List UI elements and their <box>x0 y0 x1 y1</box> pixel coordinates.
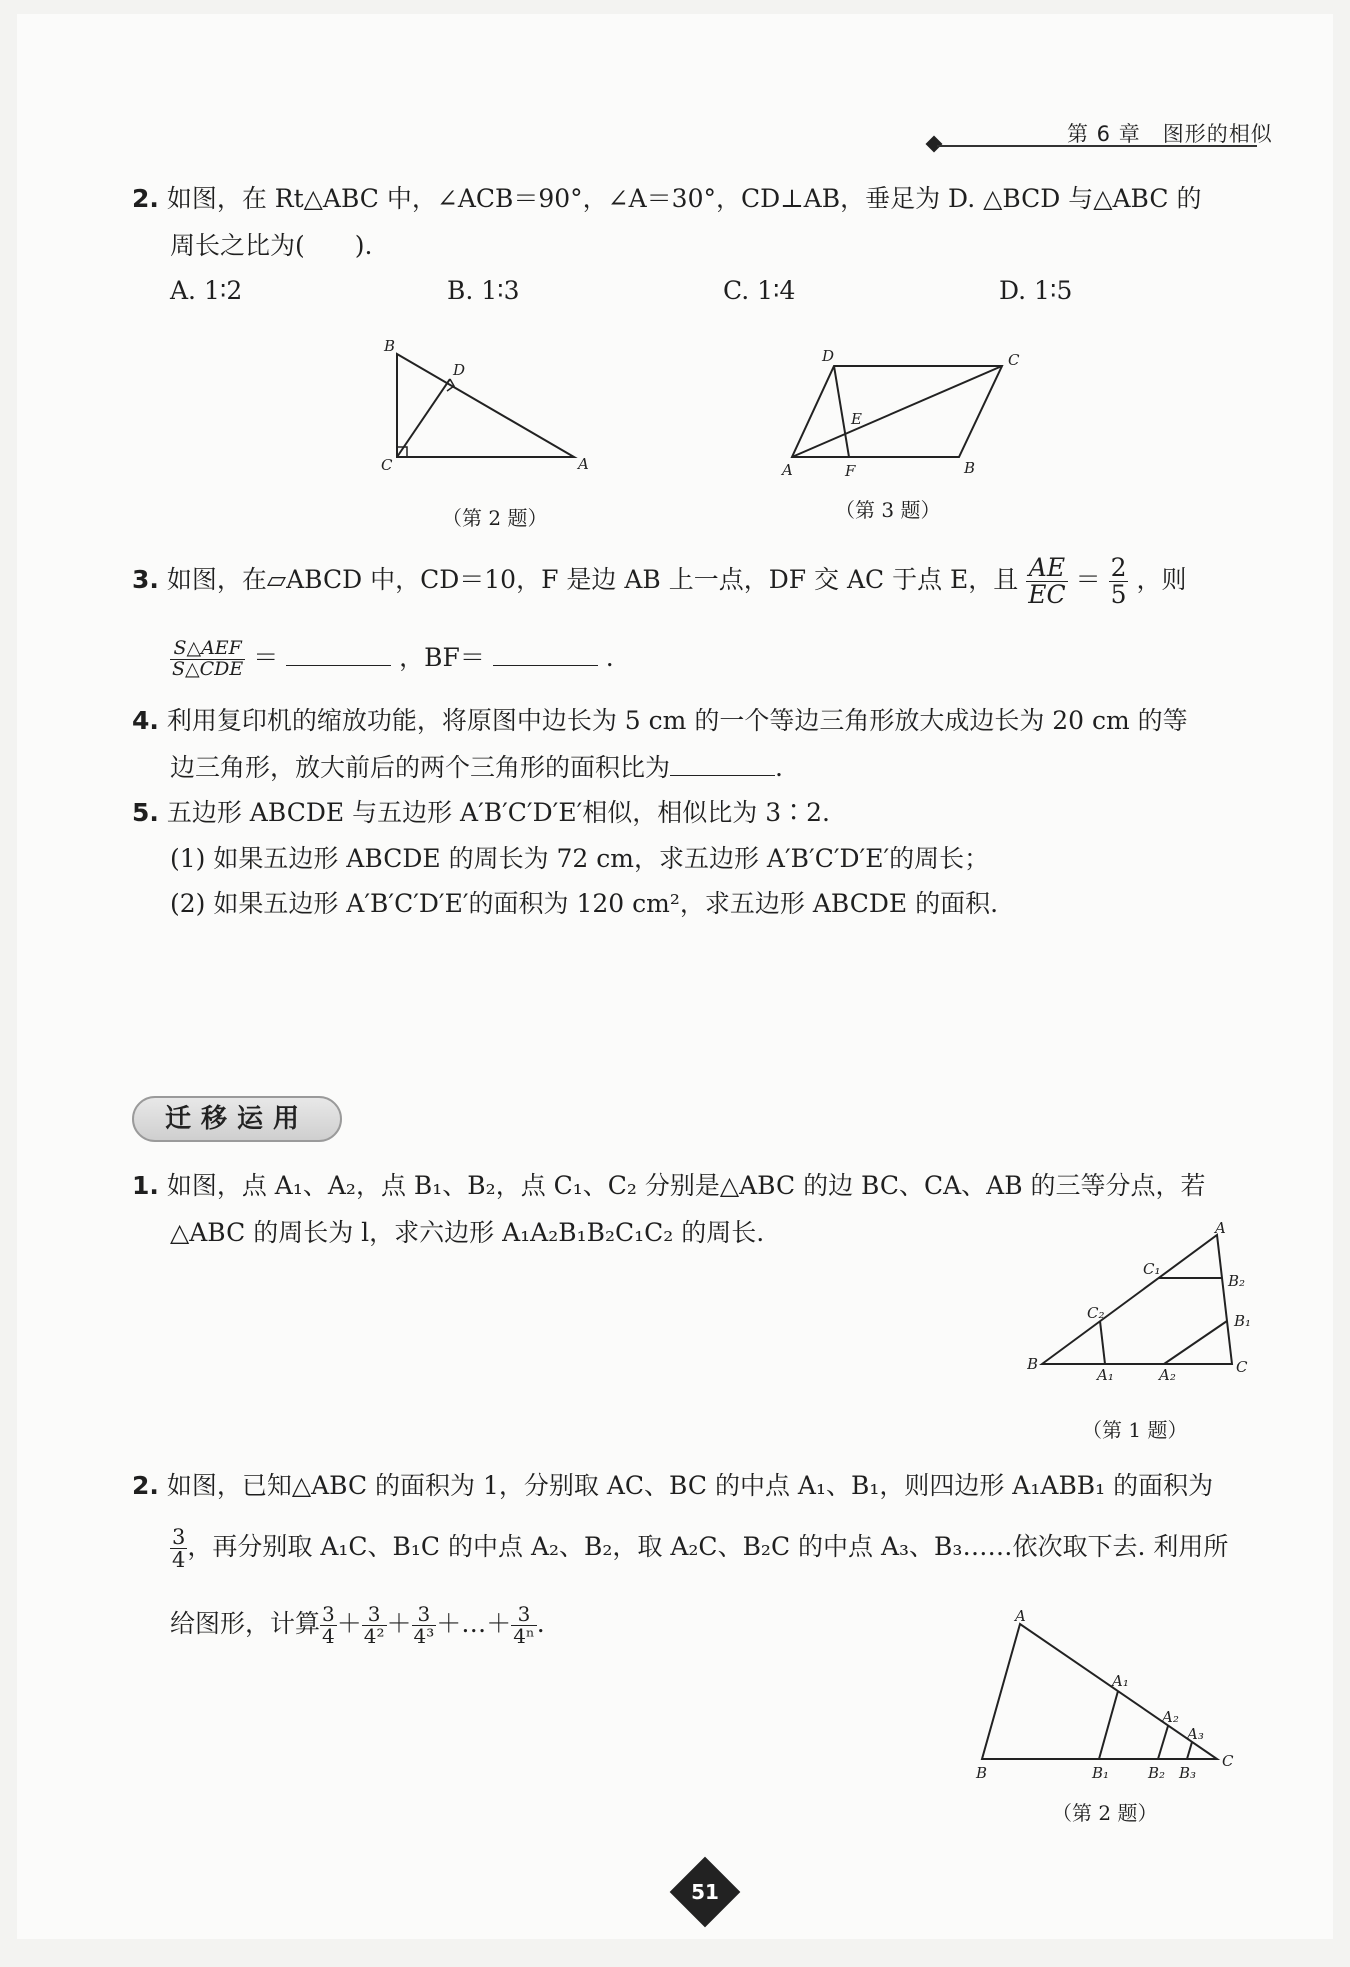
q2-number: 2. <box>132 184 159 213</box>
q3-frac2-den: 5 <box>1110 580 1127 609</box>
t2-term-n <box>511 1604 536 1647</box>
q3-frac2-num: 2 <box>1110 552 1127 582</box>
t2-term1-num: 3 <box>322 1602 335 1626</box>
t1-line1 <box>132 1169 1206 1203</box>
fig-t2-label-b2: B₂ <box>1148 1764 1166 1781</box>
textbook-page <box>17 14 1333 1939</box>
fig-t2-label-b3: B₃ <box>1179 1764 1197 1781</box>
t2-line3 <box>170 1594 545 1654</box>
fig-q2-caption: （第 2 题） <box>442 506 548 530</box>
t2-term1-den: 4 <box>322 1624 335 1648</box>
fig-q3-label-e: E <box>851 410 862 428</box>
q3-answer-blank-1[interactable] <box>286 641 391 666</box>
fig-q3-segment-df <box>834 366 849 457</box>
q3-end: . <box>605 643 614 672</box>
section-title-badge: 迁移运用 <box>132 1096 342 1142</box>
fig-q2-label-a: A <box>578 455 589 473</box>
q3-fraction-2-5 <box>1109 552 1129 609</box>
q5-line1 <box>132 796 830 830</box>
fig-t2-label-c: C <box>1222 1752 1234 1770</box>
figure-q2 <box>377 329 607 499</box>
fig-t1-label-a2: A₂ <box>1159 1366 1176 1382</box>
fig-t2-label-b: B <box>976 1764 988 1781</box>
t2-termn-den: 4ⁿ <box>513 1624 535 1648</box>
q4-end: . <box>775 753 783 782</box>
t2-term2-num: 3 <box>362 1604 387 1626</box>
t1-line2: △ABC 的周长为 l，求六边形 A₁A₂B₁B₂C₁C₂ 的周长. <box>170 1218 765 1247</box>
fig-t2-triangle <box>982 1624 1217 1759</box>
fig-q2-label-d: D <box>453 361 466 379</box>
t2-termn-num: 3 <box>511 1604 536 1626</box>
q3-line2 <box>170 630 614 686</box>
t2-frac-num: 3 <box>172 1524 186 1549</box>
t2-text-3: 给图形，计算 <box>170 1609 321 1638</box>
t2-plus-2: ＋ <box>386 1609 412 1638</box>
q3-area-ratio <box>170 639 245 680</box>
chapter-title: 第 6 章 图形的相似 <box>1067 122 1273 146</box>
t2-frac-den: 4 <box>172 1548 186 1572</box>
q3-ratio-den: S△CDE <box>172 658 244 680</box>
q3-line1 <box>132 554 1186 608</box>
fig-t1-label-b1: B₁ <box>1234 1312 1252 1330</box>
q4-number: 4. <box>132 706 159 735</box>
fig-q3-label-c: C <box>1008 351 1020 369</box>
q3-ratio-num: S△AEF <box>170 639 245 660</box>
q2-option-d: D. 1∶5 <box>999 276 1073 305</box>
q5-number: 5. <box>132 798 159 827</box>
fig-q2-triangle <box>397 354 574 457</box>
q3-tail: ，则 <box>1136 565 1187 594</box>
t2-end: . <box>536 1609 545 1638</box>
fig-t2-label-a1: A₁ <box>1112 1672 1129 1690</box>
fig-t2-segment-a3b3 <box>1187 1742 1192 1759</box>
fig-t1-label-b: B <box>1027 1355 1039 1373</box>
fig-q3-diagonal-ac <box>792 366 1002 457</box>
fig-q3-label-b: B <box>964 459 976 477</box>
page-number-badge <box>670 1857 741 1928</box>
q5-sub1: (1) 如果五边形 ABCDE 的周长为 72 cm，求五边形 A′B′C′D′E′的周长； <box>170 844 990 873</box>
figure-q3 <box>762 339 1032 484</box>
q2-option-c: C. 1∶4 <box>723 276 796 305</box>
q3-bf-label: ，BF＝ <box>399 643 485 672</box>
fig-t2-segment-a1b1 <box>1099 1691 1118 1759</box>
fig-q3-caption: （第 3 题） <box>835 498 941 522</box>
fig-t1-label-c: C <box>1236 1358 1248 1376</box>
q3-text-1: 如图，在▱ABCD 中，CD＝10，F 是边 AB 上一点，DF 交 AC 于点 E，且 <box>166 565 1019 594</box>
q4-text-1: 利用复印机的缩放功能，将原图中边长为 5 cm 的一个等边三角形放大成边长为 20 cm 的等 <box>166 706 1188 735</box>
q2-text-1: 如图，在 Rt△ABC 中，∠ACB＝90°，∠A＝30°，CD⊥AB，垂足为 D. △BCD 与△ABC 的 <box>166 184 1202 213</box>
t2-term3-num: 3 <box>412 1604 437 1626</box>
q4-line2 <box>170 751 783 785</box>
q5-text-1: 五边形 ABCDE 与五边形 A′B′C′D′E′相似，相似比为 3∶2. <box>166 798 830 827</box>
fig-q3-label-d: D <box>822 347 835 365</box>
figure-t1 <box>1027 1222 1257 1382</box>
fig-t1-label-a: A <box>1215 1222 1226 1237</box>
fig-t1-label-b2: B₂ <box>1228 1272 1246 1290</box>
q2-option-b: B. 1∶3 <box>447 276 520 305</box>
t2-fraction-3-4 <box>170 1526 187 1571</box>
fig-t2-label-a3: A₃ <box>1187 1725 1204 1743</box>
fig-t1-triangle <box>1042 1235 1232 1364</box>
t2-text-2: ，再分别取 A₁C、B₁C 的中点 A₂、B₂，取 A₂C、B₂C 的中点 A₃、B₃……依次取下去. 利用所 <box>187 1532 1229 1561</box>
q3-number: 3. <box>132 565 159 594</box>
fig-t1-caption: （第 1 题） <box>1082 1418 1188 1442</box>
t1-number: 1. <box>132 1171 159 1200</box>
fig-t1-segment-a2b1 <box>1164 1321 1227 1364</box>
t2-term-1 <box>320 1604 337 1647</box>
figure-t2 <box>972 1606 1242 1781</box>
fig-t1-label-c1: C₁ <box>1143 1260 1161 1278</box>
header-diamond-icon <box>926 136 943 153</box>
fig-q2-label-c: C <box>381 456 393 474</box>
page-number: 51 <box>691 1880 719 1904</box>
fig-t1-segment-c2a1 <box>1100 1321 1105 1364</box>
fig-t2-label-a2: A₂ <box>1162 1708 1179 1726</box>
t2-text-1: 如图，已知△ABC 的面积为 1，分别取 AC、BC 的中点 A₁、B₁，则四边形 A₁ABB₁ 的面积为 <box>166 1471 1214 1500</box>
q3-answer-blank-2[interactable] <box>493 641 598 666</box>
t2-term-2 <box>362 1604 387 1647</box>
fig-t2-segment-a2b2 <box>1158 1726 1168 1759</box>
q3-frac1-num: AE <box>1026 555 1067 582</box>
q3-equals-2: ＝ <box>253 643 279 672</box>
q3-frac1-den: EC <box>1028 580 1066 609</box>
fig-t1-label-a1: A₁ <box>1097 1366 1114 1382</box>
t1-text-1: 如图，点 A₁、A₂，点 B₁、B₂，点 C₁、C₂ 分别是△ABC 的边 BC、CA、AB 的三等分点，若 <box>166 1171 1206 1200</box>
q4-answer-blank[interactable] <box>670 751 775 776</box>
q4-text-2: 边三角形，放大前后的两个三角形的面积比为 <box>170 753 671 782</box>
fig-t1-label-c2: C₂ <box>1087 1304 1105 1322</box>
q3-fraction-ae-ec <box>1026 552 1067 609</box>
t2-line2 <box>170 1517 1228 1577</box>
q3-equals: ＝ <box>1075 565 1101 594</box>
t2-term3-den: 4³ <box>413 1624 435 1648</box>
t2-number: 2. <box>132 1471 159 1500</box>
fig-t2-caption: （第 2 题） <box>1052 1801 1158 1825</box>
fig-t2-label-a: A <box>1015 1607 1026 1625</box>
t2-ellipsis: ＋…＋ <box>436 1609 512 1638</box>
fig-q2-altitude <box>397 379 450 457</box>
t2-plus-1: ＋ <box>336 1609 362 1638</box>
fig-t2-label-b1: B₁ <box>1092 1764 1110 1781</box>
t2-term-3 <box>412 1604 437 1647</box>
fig-q3-label-f: F <box>845 462 856 480</box>
q4-line1 <box>132 704 1188 738</box>
t2-line1 <box>132 1469 1213 1503</box>
q2-option-a: A. 1∶2 <box>170 276 243 305</box>
q5-sub2: (2) 如果五边形 A′B′C′D′E′的面积为 120 cm²，求五边形 ABCDE 的面积. <box>170 889 999 918</box>
t2-term2-den: 4² <box>363 1624 385 1648</box>
q2-line2: 周长之比为( ). <box>170 231 373 260</box>
fig-q2-label-b: B <box>384 337 396 355</box>
q2-line1 <box>132 182 1201 216</box>
fig-q3-label-a: A <box>782 461 793 479</box>
